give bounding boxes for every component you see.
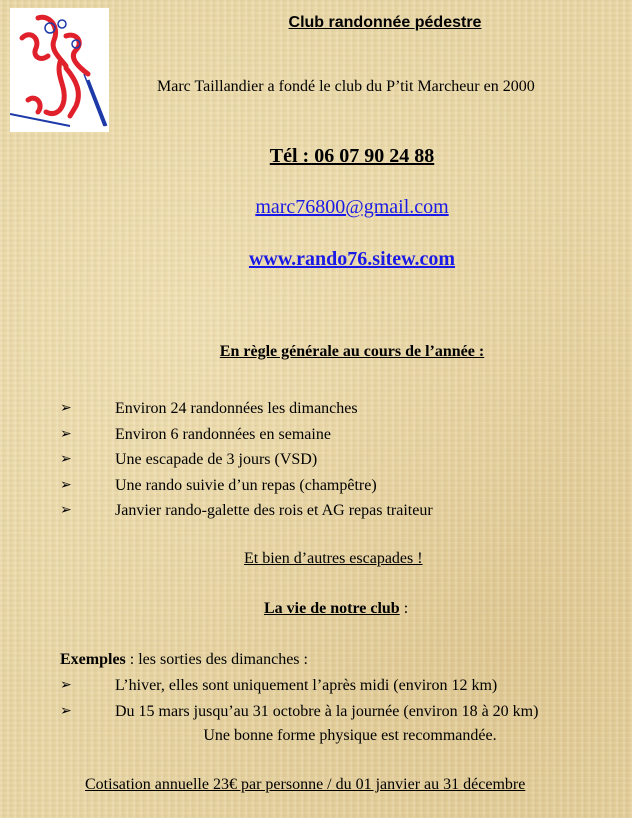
arrow-bullet-icon: ➢ xyxy=(60,426,72,442)
club-life-heading: La vie de notre club : xyxy=(264,600,409,617)
arrow-bullet-icon: ➢ xyxy=(60,401,72,416)
website-link[interactable]: www.rando76.sitew.com xyxy=(248,248,456,270)
membership-fee: Cotisation annuelle 23€ par personne / du 01 janvier au 31 décembre xyxy=(85,776,526,793)
arrow-bullet-icon: ➢ xyxy=(60,477,72,493)
arrow-bullet-icon: ➢ xyxy=(60,704,72,719)
fitness-note: Une bonne forme physique est recommandée. xyxy=(203,727,497,744)
phone-number: Tél : 06 07 90 24 88 xyxy=(269,145,435,167)
more-escapades-text: Et bien d’autres escapades ! xyxy=(244,550,423,567)
arrow-bullet-icon: ➢ xyxy=(60,678,72,693)
arrow-bullet-icon: ➢ xyxy=(60,452,72,467)
page-title: Club randonnée pédestre xyxy=(288,14,482,31)
examples-intro: Exemples : les sorties des dimanches : xyxy=(60,651,308,668)
arrow-bullet-icon: ➢ xyxy=(60,503,72,518)
founded-text: Marc Taillandier a fondé le club du P’tit Marcheur en 2000 xyxy=(157,78,535,95)
email-link[interactable]: marc76800@gmail.com xyxy=(255,196,449,218)
year-heading: En règle générale au cours de l’année : xyxy=(219,343,485,360)
